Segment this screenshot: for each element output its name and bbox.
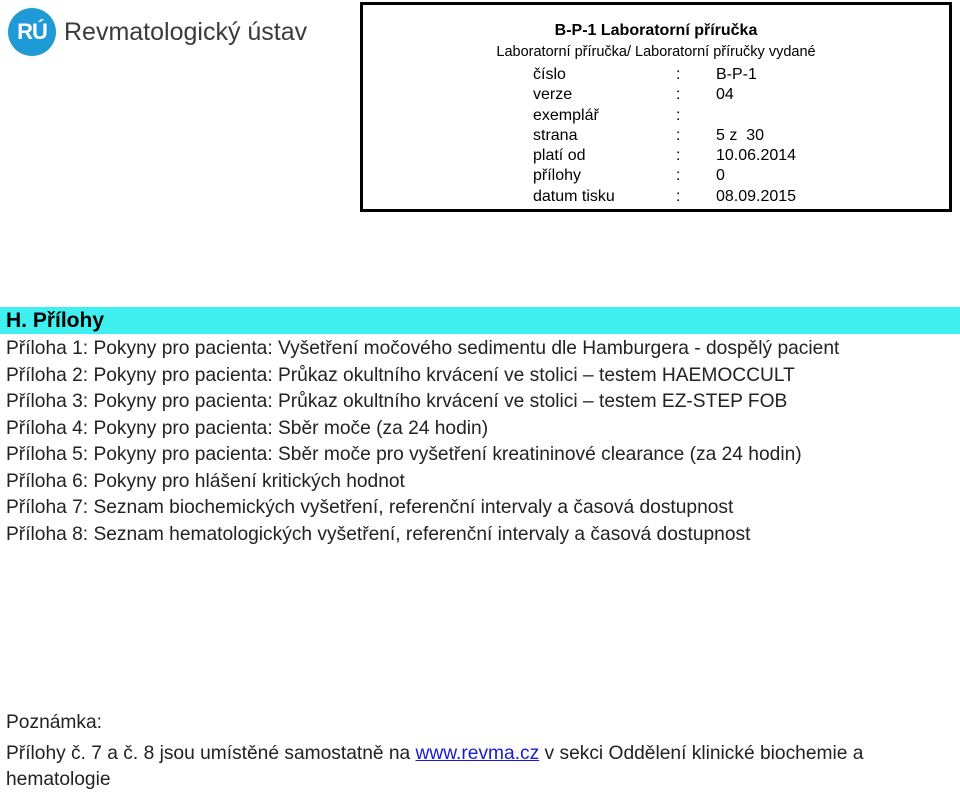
meta-value: 10.06.2014: [716, 147, 797, 165]
meta-row-prilohy: [533, 166, 796, 186]
document-header-box: [360, 2, 952, 212]
note-label: Poznámka:: [6, 712, 102, 733]
meta-row-cislo: [533, 65, 796, 85]
meta-row-datum-tisku: [533, 187, 796, 207]
note-text: [6, 741, 956, 793]
meta-label: verze: [533, 86, 573, 104]
meta-colon: :: [676, 187, 681, 205]
meta-label: platí od: [533, 147, 586, 165]
meta-colon: :: [676, 147, 681, 165]
attachment-item-5: Příloha 5: Pokyny pro pacienta: Sběr moče pro vyšetření kreatininové clearance (za 24 hodin): [6, 444, 802, 465]
logo-mark: RÚ: [8, 8, 56, 56]
meta-value: 04: [716, 86, 734, 104]
meta-row-exemplar: [533, 106, 796, 126]
logo-name: Revmatologický ústav: [64, 17, 308, 46]
meta-colon: :: [676, 167, 681, 185]
revma-link[interactable]: www.revma.cz: [415, 743, 540, 764]
meta-value: 0: [716, 167, 725, 185]
note-text-before: Přílohy č. 7 a č. 8 jsou umístěné samostatně na: [6, 743, 416, 764]
meta-label: strana: [533, 126, 578, 144]
meta-label: číslo: [533, 66, 566, 83]
meta-colon: :: [676, 106, 681, 124]
meta-label: exemplář: [533, 106, 599, 124]
meta-colon: :: [676, 126, 681, 144]
meta-value: B-P-1: [716, 66, 757, 83]
attachment-item-6: Příloha 6: Pokyny pro hlášení kritických hodnot: [6, 470, 405, 492]
attachment-list: [6, 336, 956, 548]
document-meta-table: [533, 65, 796, 207]
attachment-item-3: Příloha 3: Pokyny pro pacienta: Průkaz okultního krvácení ve stolici – testem EZ-STEP FOB: [6, 391, 788, 412]
attachment-item-8: Příloha 8: Seznam hematologických vyšetření, referenční intervaly a časová dostupnost: [6, 523, 751, 545]
logo: [8, 8, 307, 56]
note-text-after: v sekci Oddělení klinické biochemie a hematologie: [6, 743, 864, 790]
meta-label: přílohy: [533, 167, 582, 185]
meta-row-verze: [533, 85, 796, 105]
document-title: B-P-1 Laboratorní příručka: [554, 22, 758, 39]
attachment-item-2: Příloha 2: Pokyny pro pacienta: Průkaz okultního krvácení ve stolici – testem HAEMOCCULT: [6, 364, 795, 386]
document-subtitle: Laboratorní příručka/ Laboratorní příručky vydané: [496, 44, 816, 60]
attachment-item-7: Příloha 7: Seznam biochemických vyšetření, referenční intervaly a časová dostupnost: [6, 497, 734, 518]
meta-value: 08.09.2015: [716, 187, 797, 205]
meta-row-plati-od: [533, 146, 796, 166]
meta-value: 5 z 30: [716, 126, 765, 144]
meta-row-strana: [533, 126, 796, 146]
section-heading: H. Přílohy: [0, 307, 960, 334]
meta-label: datum tisku: [533, 187, 615, 205]
attachment-item-1: Příloha 1: Pokyny pro pacienta: Vyšetření močového sedimentu dle Hamburgera - dospělý pacient: [6, 338, 840, 359]
meta-colon: :: [676, 86, 681, 104]
meta-colon: :: [676, 66, 681, 83]
attachment-item-4: Příloha 4: Pokyny pro pacienta: Sběr moče (za 24 hodin): [6, 417, 489, 439]
